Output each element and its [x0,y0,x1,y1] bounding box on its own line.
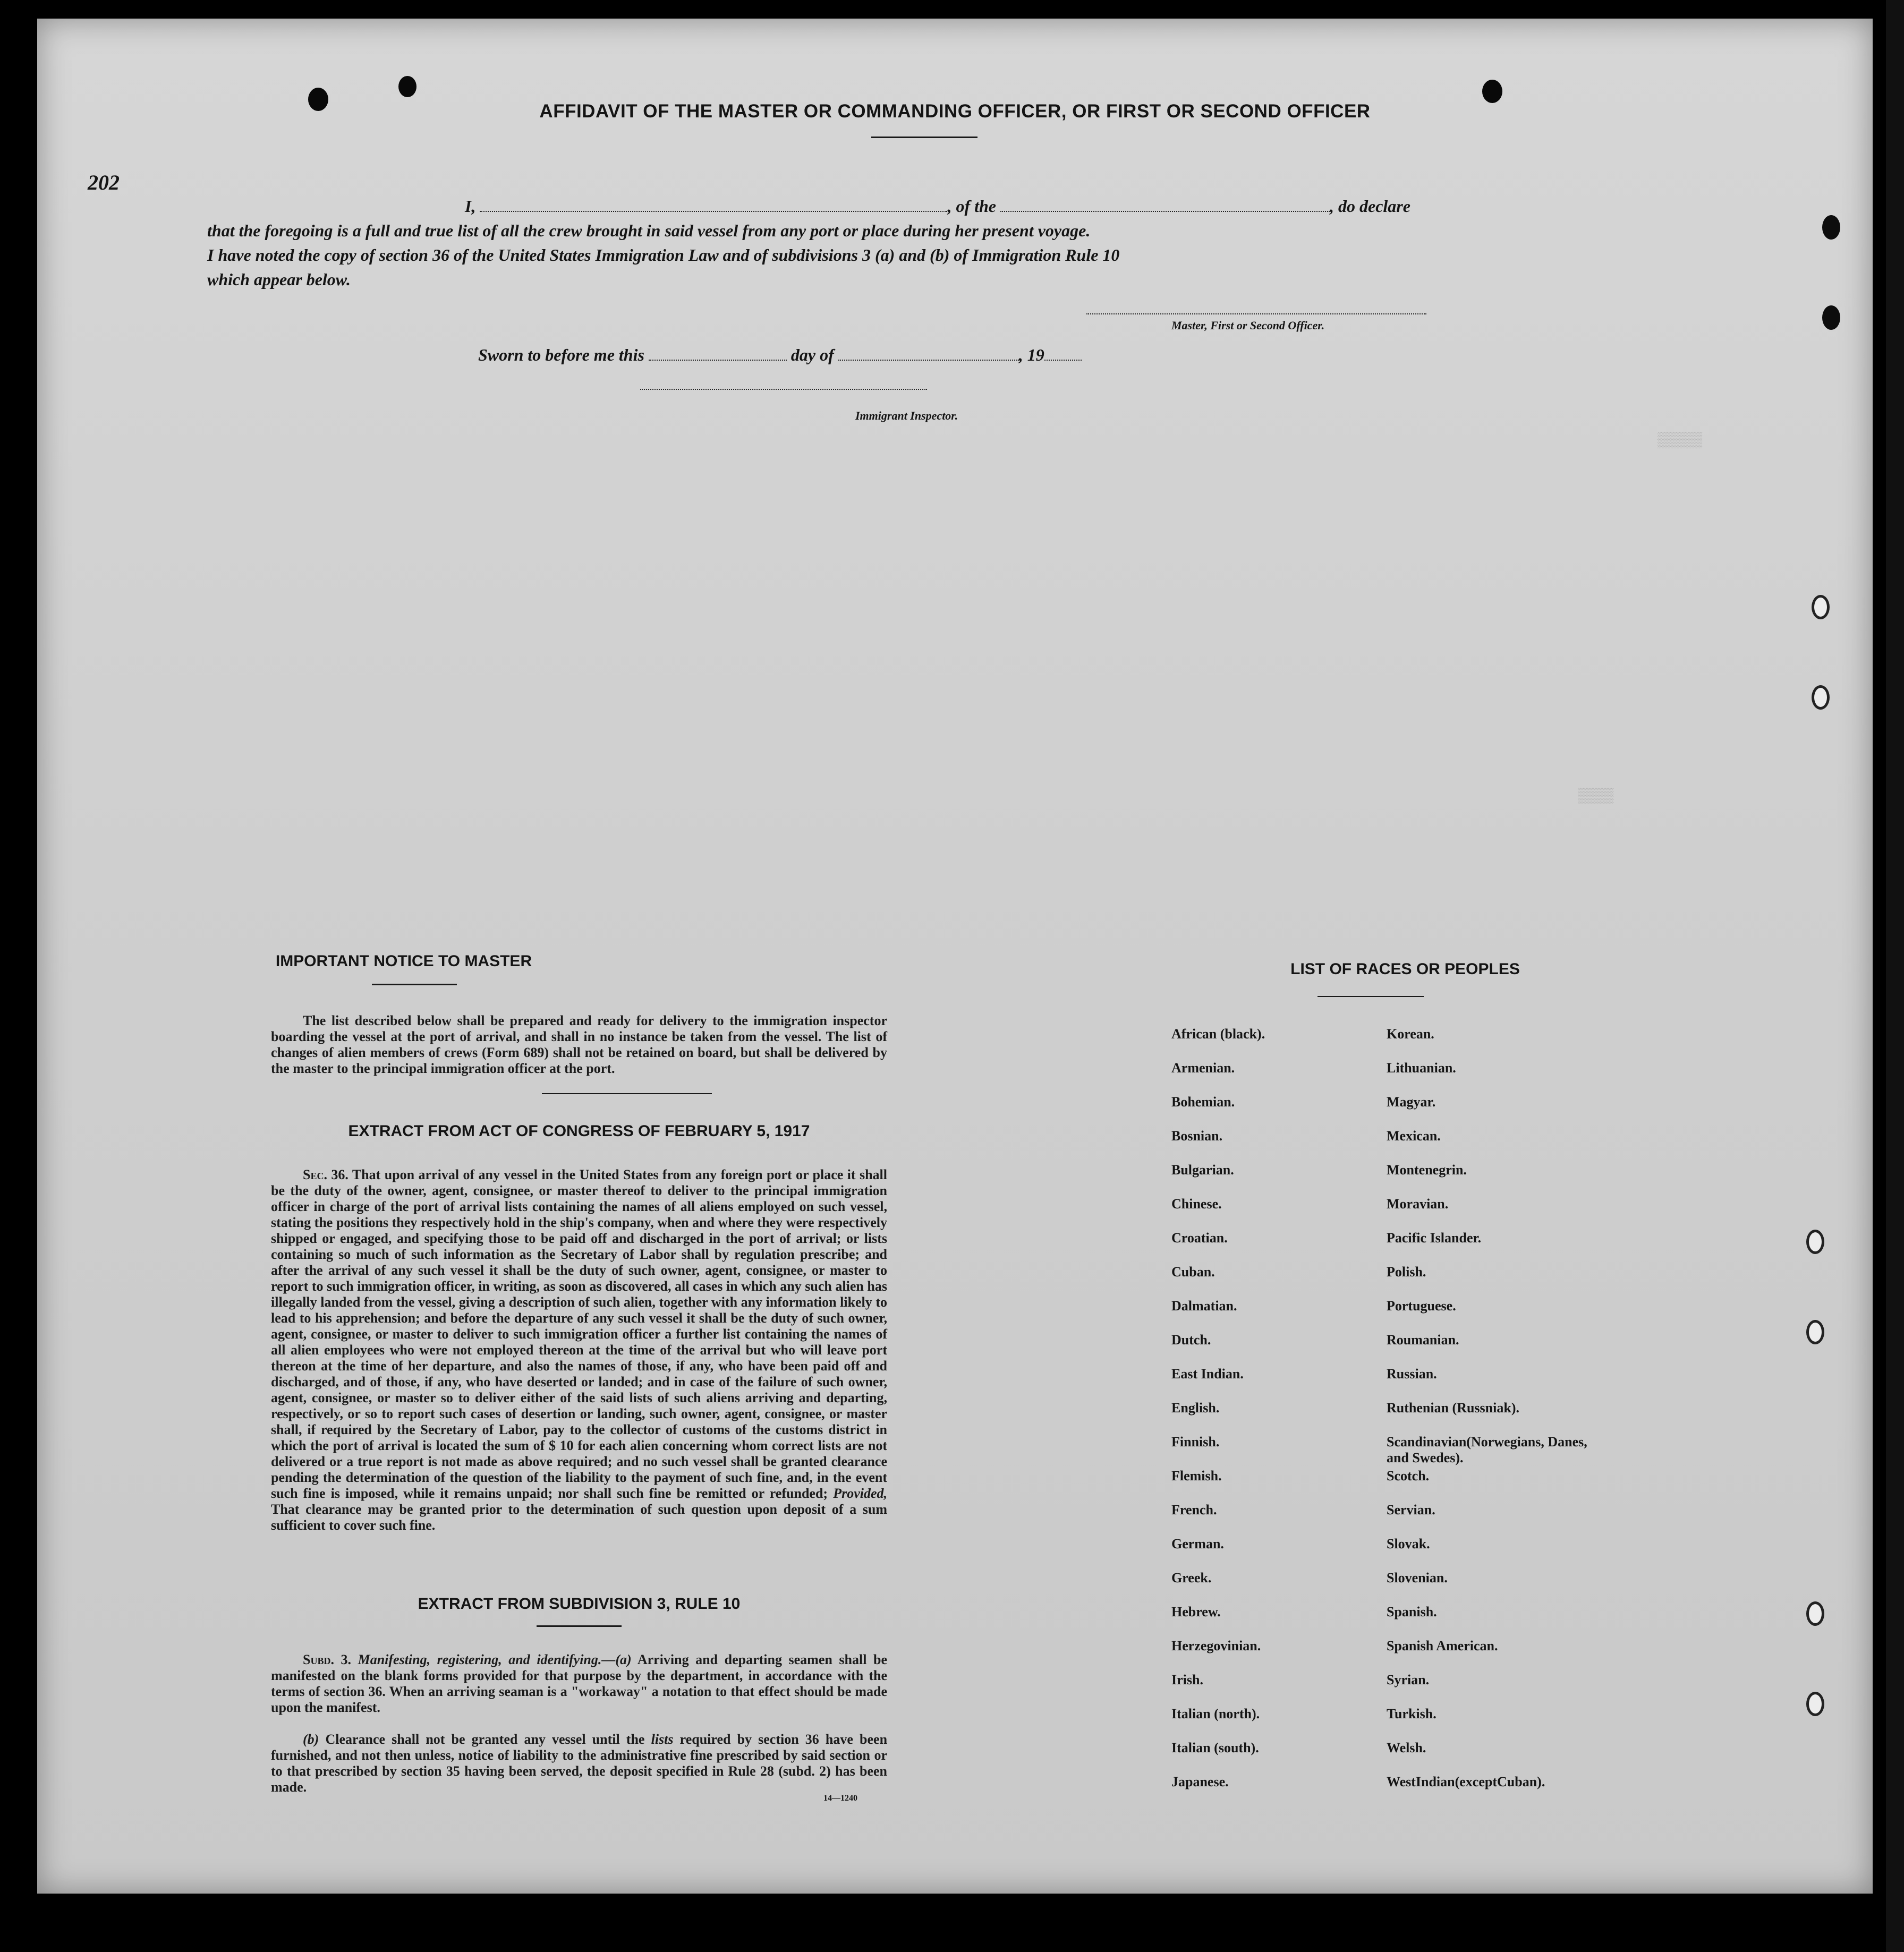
subd-label: Subd. 3. [303,1652,352,1667]
race-item: German. [1171,1536,1224,1552]
race-item: Scandinavian(Norwegians, Danes, and Swedes). [1387,1434,1587,1465]
binder-hole [1812,685,1830,710]
affidavit-i-label: I, [465,197,476,216]
form-number: 14—1240 [823,1794,857,1803]
title-underline [871,137,978,138]
punch-hole [1482,80,1502,103]
race-item: WestIndian(exceptCuban). [1387,1774,1545,1789]
race-item: French. [1171,1502,1217,1518]
name-blank-field[interactable] [480,194,947,212]
race-item: Italian (north). [1171,1706,1260,1721]
race-item: Slovenian. [1387,1570,1448,1586]
subd-b-text-2: required by section 36 have been furnished, and not then unless, notice of liability to the administrative fine prescribed by said section or to that prescribed by section 35 having been served, the deposit specified in Rule 28 (subd. 2) has been made. [271,1732,888,1795]
races-title: LIST OF RACES OR PEOPLES [1290,960,1520,978]
race-item: Spanish. [1387,1604,1437,1619]
binder-hole [1806,1601,1824,1626]
race-item: African (black). [1171,1026,1265,1042]
race-item: Russian. [1387,1366,1437,1382]
race-item: Bulgarian. [1171,1162,1234,1178]
race-item: Mexican. [1387,1128,1441,1144]
act-extract-body [271,1167,887,1533]
race-item: Syrian. [1387,1672,1430,1687]
sworn-label: Sworn to before me this [478,345,644,364]
race-item: East Indian. [1171,1366,1244,1382]
race-item: Ruthenian (Russniak). [1387,1400,1519,1416]
race-item: Flemish. [1171,1468,1222,1484]
affidavit-line-4: which appear below. [207,270,351,289]
section-divider [542,1093,712,1094]
race-item: Cuban. [1171,1264,1215,1280]
race-item: Pacific Islander. [1387,1230,1482,1246]
race-item: Greek. [1171,1570,1212,1586]
binder-hole [1812,595,1830,619]
affidavit-line-3: I have noted the copy of section 36 of the United States Immigration Law and of subdivisions 3 (a) and (b) of Immigration Rule 10 [207,245,1120,265]
inspector-caption: Immigrant Inspector. [855,409,958,422]
race-item: Servian. [1387,1502,1435,1518]
affidavit-body [207,194,1493,292]
binder-hole [1806,1320,1824,1344]
rule-extract-title: EXTRACT FROM SUBDIVISION 3, RULE 10 [418,1595,741,1613]
subd-heading: Manifesting, registering, and identifying. [358,1652,602,1667]
sworn-day-field[interactable] [649,343,787,361]
race-item: Japanese. [1171,1774,1229,1789]
binder-hole [1822,215,1840,240]
race-item: Turkish. [1387,1706,1436,1721]
race-item: Bohemian. [1171,1094,1235,1110]
race-item: Irish. [1171,1672,1203,1687]
race-item: Portuguese. [1387,1298,1456,1314]
binder-hole [1806,1692,1824,1716]
rule-underline [537,1625,622,1627]
punch-hole [398,76,416,97]
notice-underline [372,984,457,985]
race-item: Hebrew. [1171,1604,1221,1619]
binder-hole [1822,305,1840,330]
sworn-statement [478,343,1082,365]
race-item: Finnish. [1171,1434,1220,1450]
do-declare-label: , do declare [1330,197,1410,216]
sworn-month-field[interactable] [838,343,1019,361]
document-page [37,19,1873,1894]
race-item: Polish. [1387,1264,1426,1280]
vessel-blank-field[interactable] [1000,194,1330,212]
bleed-through-text: ▒▒▒▒ [1578,789,1614,805]
of-the-label: , of the [947,197,996,216]
race-item: Montenegrin. [1387,1162,1467,1178]
races-list-right [1387,1026,1599,1808]
notice-title: IMPORTANT NOTICE TO MASTER [275,952,532,970]
subd-b-label: (b) [303,1732,319,1747]
race-item: Dalmatian. [1171,1298,1237,1314]
race-item: Magyar. [1387,1094,1436,1110]
section-label: Sec. 36. [303,1167,348,1182]
race-item: Armenian. [1171,1060,1235,1076]
affidavit-line-2: that the foregoing is a full and true list of all the crew brought in said vessel from any port or place during her present voyage. [207,221,1091,240]
master-signature-line[interactable] [1086,313,1426,314]
race-item: Croatian. [1171,1230,1228,1246]
subd-b-text-1: Clearance shall not be granted any vessel until the [325,1732,645,1747]
affidavit-title: AFFIDAVIT OF THE MASTER OR COMMANDING OFFICER, OR FIRST OR SECOND OFFICER [539,101,1371,122]
day-of-label: day of [790,345,834,364]
bleed-through-text: ▒▒▒▒▒ [1658,433,1703,449]
race-item: Chinese. [1171,1196,1222,1212]
race-item: Korean. [1387,1026,1434,1042]
page-edge-shadow [1886,0,1904,1952]
race-item: English. [1171,1400,1220,1416]
subd-a-label: —(a) [601,1652,632,1667]
subd-b-lists: lists [651,1732,674,1747]
race-item: Italian (south). [1171,1740,1259,1755]
subd-a-text: Arriving and departing seamen shall be manifested on the blank forms provided for that purpose by the department, in accordance with the terms of section 36. When an arriving seaman is a "workaway" a notation to that effect should be made upon the manifest. [271,1652,887,1715]
race-item: Lithuanian. [1387,1060,1456,1076]
race-item: Herzegovinian. [1171,1638,1261,1653]
race-item: Moravian. [1387,1196,1449,1212]
races-underline [1318,996,1424,997]
race-item: Dutch. [1171,1332,1211,1348]
race-item: Bosnian. [1171,1128,1223,1144]
race-item: Slovak. [1387,1536,1430,1552]
section-text: That upon arrival of any vessel in the United States from any foreign port or place it shall be the duty of the owner, agent, consignee, or master thereof to deliver to the principal immigration officer in charge of the port of arrival lists containing the names of all aliens employed on such vessel, stating the positions they respectively hold in the ship's company, when and where they were respectively shipped or engaged, and specifying those to be paid off and discharged in the port of arrival; or lists containing so much of such information as the Secretary of Labor shall by regulation prescribe; and after the arrival of any such vessel it shall be the duty of such owner, agent, consignee, or master to report to such immigration officer, in writing, as soon as discovered, all cases in which any such alien has illegally landed from the vessel, giving a description of such alien, together with any information likely to lead to his apprehension; and before the departure of any such vessel it shall be the duty of such owner, agent, consignee, or master to deliver to such immigration officer a further list containing the names of all alien employees who were not employed thereon at the time of the arrival but who will leave port thereon at the time of her departure, and also the names of those, if any, who have been paid off and discharged, and of those, if any, who have deserted or landed; and in case of the failure of such owner, agent, consignee, or master so to deliver either of the said lists of such aliens arriving and departing, respectively, or so to report such cases of desertion or landing, such owner, agent, consignee, or master shall, if required by the Secretary of Labor, pay to the collector of customs of the customs district in which the port of arrival is located the sum of $ 10 for each alien concerning whom correct lists are not delivered or a true report is not made as above required; and no such vessel shall be granted clearance pending the determination of the question of the liability to the payment of such fine, and, in the event such fine is imposed, while it remains unpaid; nor shall such fine be remitted or refunded; [271,1167,888,1501]
races-list-left [1171,1026,1373,1808]
sworn-year-field[interactable] [1044,343,1082,361]
notice-body: The list described below shall be prepared and ready for delivery to the immigration inspector boarding the vessel at the port of arrival, and shall in no instance be taken from the vessel. The list of changes of alien members of crews (Form 689) shall not be retained on board, but shall be delivered by the master to the principal immigration officer at the port. [271,1013,887,1076]
handwritten-page-number: 202 [88,171,120,194]
binder-hole [1806,1230,1824,1254]
rule-subdivision-a [271,1652,887,1716]
rule-subdivision-b [271,1732,887,1795]
race-item: Spanish American. [1387,1638,1498,1653]
inspector-signature-line[interactable] [640,389,927,390]
act-extract-title: EXTRACT FROM ACT OF CONGRESS OF FEBRUARY 5, 1917 [348,1122,810,1140]
master-signature-caption: Master, First or Second Officer. [1171,319,1325,332]
proviso-label: Provided, [833,1486,887,1501]
race-item: Scotch. [1387,1468,1430,1484]
race-item: Welsh. [1387,1740,1426,1755]
race-item: Roumanian. [1387,1332,1459,1348]
year-prefix-label: , 19 [1018,345,1044,364]
proviso-text: That clearance may be granted prior to the determination of such question upon deposit of a sum sufficient to cover such fine. [271,1502,887,1533]
